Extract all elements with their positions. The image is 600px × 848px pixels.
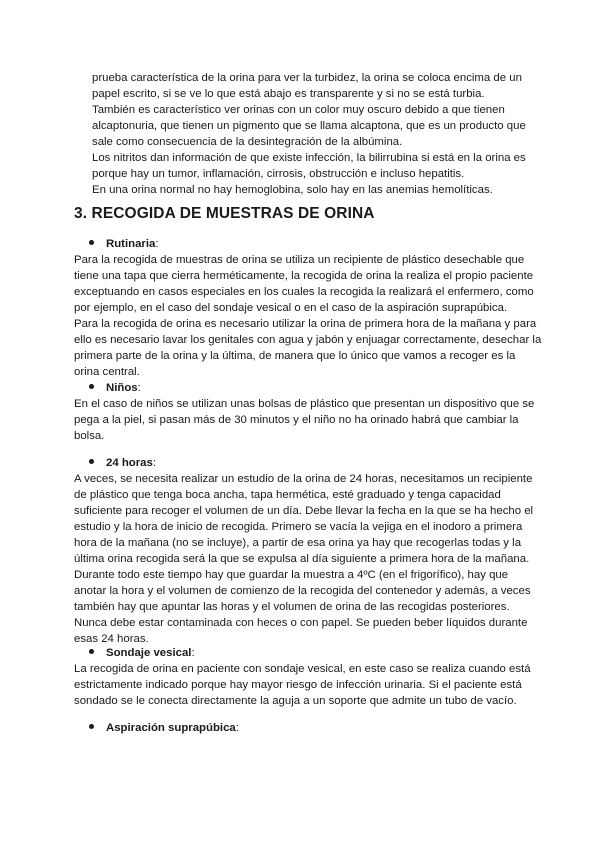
paragraph-line: por ejemplo, en el caso del sondaje vesical o en el caso de la aspiración suprapúbica. [74,302,508,314]
paragraph-line: bolsa. [74,430,105,442]
intro-line: Los nitritos dan información de que existe infección, la bilirrubina si está en la orina es [92,152,526,164]
paragraph-line: Para la recogida de muestras de orina se utiliza un recipiente de plástico desechable que [74,254,525,266]
paragraph-line: Durante todo este tiempo hay que guardar la muestra a 4ºC (en el frigorífico), hay que [74,569,509,581]
paragraph-line: hora de la mañana (no se incluye), a partir de esa orina ya hay que recogerlas todas y la [74,537,522,549]
intro-line: sale como consecuencia de la desintegración de la albúmina. [92,136,403,148]
bullet-sondaje-vesical [89,645,195,661]
paragraph-line: Para la recogida de orina es necesario utilizar la orina de primera hora de la mañana y para [74,318,537,330]
paragraph-line: anotar la hora y el volumen de comienzo de la recogida del contenedor y además, a veces [74,585,531,597]
bullet-title: Niños [106,382,138,394]
bullet-icon [89,459,94,464]
paragraph-line: también hay que apuntar las horas y el volumen de orina de las recogidas posteriores. [74,601,510,613]
intro-line: porque hay un tumor, inflamación, cirrosis, obstrucción e incluso hepatitis. [92,168,465,180]
intro-line: papel escrito, si se ve lo que está abajo es transparente y si no se está turbia. [92,88,485,100]
bullet-title: Sondaje vesical [106,647,192,659]
bullet-colon: : [137,382,141,394]
paragraph-line: estudio y la hora de inicio de recogida. Primero se vacía la vejiga en el inodoro a primera [74,521,523,533]
paragraph-line: ello es necesario lavar los genitales con agua y jabón y enjuagar correctamente, desechar la [74,334,542,346]
bullet-colon: : [155,238,159,250]
bullet-ninos [89,380,141,396]
paragraph-line: esas 24 horas. [74,633,149,645]
bullet-colon: : [235,722,239,734]
paragraph-line: orina central. [74,366,140,378]
bullet-rutinaria [89,236,159,252]
paragraph-line: tiene una tapa que cierra herméticamente, la recogida de orina la realiza el propio paciente [74,270,534,282]
paragraph-line: En el caso de niños se utilizan unas bolsas de plástico que presentan un dispositivo que se [74,398,535,410]
paragraph-line: de plástico que tenga boca ancha, tapa hermética, esté graduado y tenga capacidad [74,489,501,501]
intro-line: En una orina normal no hay hemoglobina, solo hay en las anemias hemolíticas. [92,184,493,196]
bullet-24-horas [89,455,156,471]
paragraph-line: A veces, se necesita realizar un estudio de la orina de 24 horas, necesitamos un recipiente [74,473,533,485]
bullet-aspiracion-suprapubica [89,720,239,736]
intro-line: alcaptonuria, que tienen un pigmento que se llama alcaptona, que es un producto que [92,120,526,132]
intro-line: prueba característica de la orina para ver la turbidez, la orina se coloca encima de un [92,72,522,84]
paragraph-line: estrictamente indicado porque hay mayor riesgo de infección urinaria. Si el paciente está [74,679,522,691]
bullet-title: Aspiración suprapúbica [106,722,236,734]
paragraph-line: última orina recogida será la que se expulsa al día siguiente a primera hora de la mañana. [74,553,530,565]
bullet-title: 24 horas [106,457,153,469]
paragraph-line: pega a la piel, si pasan más de 30 minutos y el niño no ha orinado habrá que cambiar la [74,414,519,426]
intro-line: También es característico ver orinas con un color muy oscuro debido a que tienen [92,104,505,116]
bullet-colon: : [152,457,157,469]
paragraph-line: exceptuando en casos especiales en los cuales la recogida la realizará el enfermero, como [74,286,534,298]
bullet-colon: : [191,647,195,659]
bullet-title: Rutinaria [106,238,156,250]
paragraph-line: Nunca debe estar contaminada con heces o con papel. Se pueden beber líquidos durante [74,617,528,629]
paragraph-line: suficiente para recoger el volumen de un día. Debe llevar la fecha en la que se ha hecho el [74,505,534,517]
bullet-icon [89,724,94,729]
bullet-icon [89,649,94,654]
section-title: 3. RECOGIDA DE MUESTRAS DE ORINA [74,205,375,222]
paragraph-line: primera parte de la orina y la última, de manera que lo único que vamos a recoger es la [74,350,516,362]
paragraph-line: sondado se le conecta directamente la aguja a un soporte que admite un tubo de vacío. [74,695,517,707]
bullet-icon [89,240,94,245]
paragraph-line: La recogida de orina en paciente con sondaje vesical, en este caso se realiza cuando está [74,663,531,675]
bullet-icon [89,384,94,389]
